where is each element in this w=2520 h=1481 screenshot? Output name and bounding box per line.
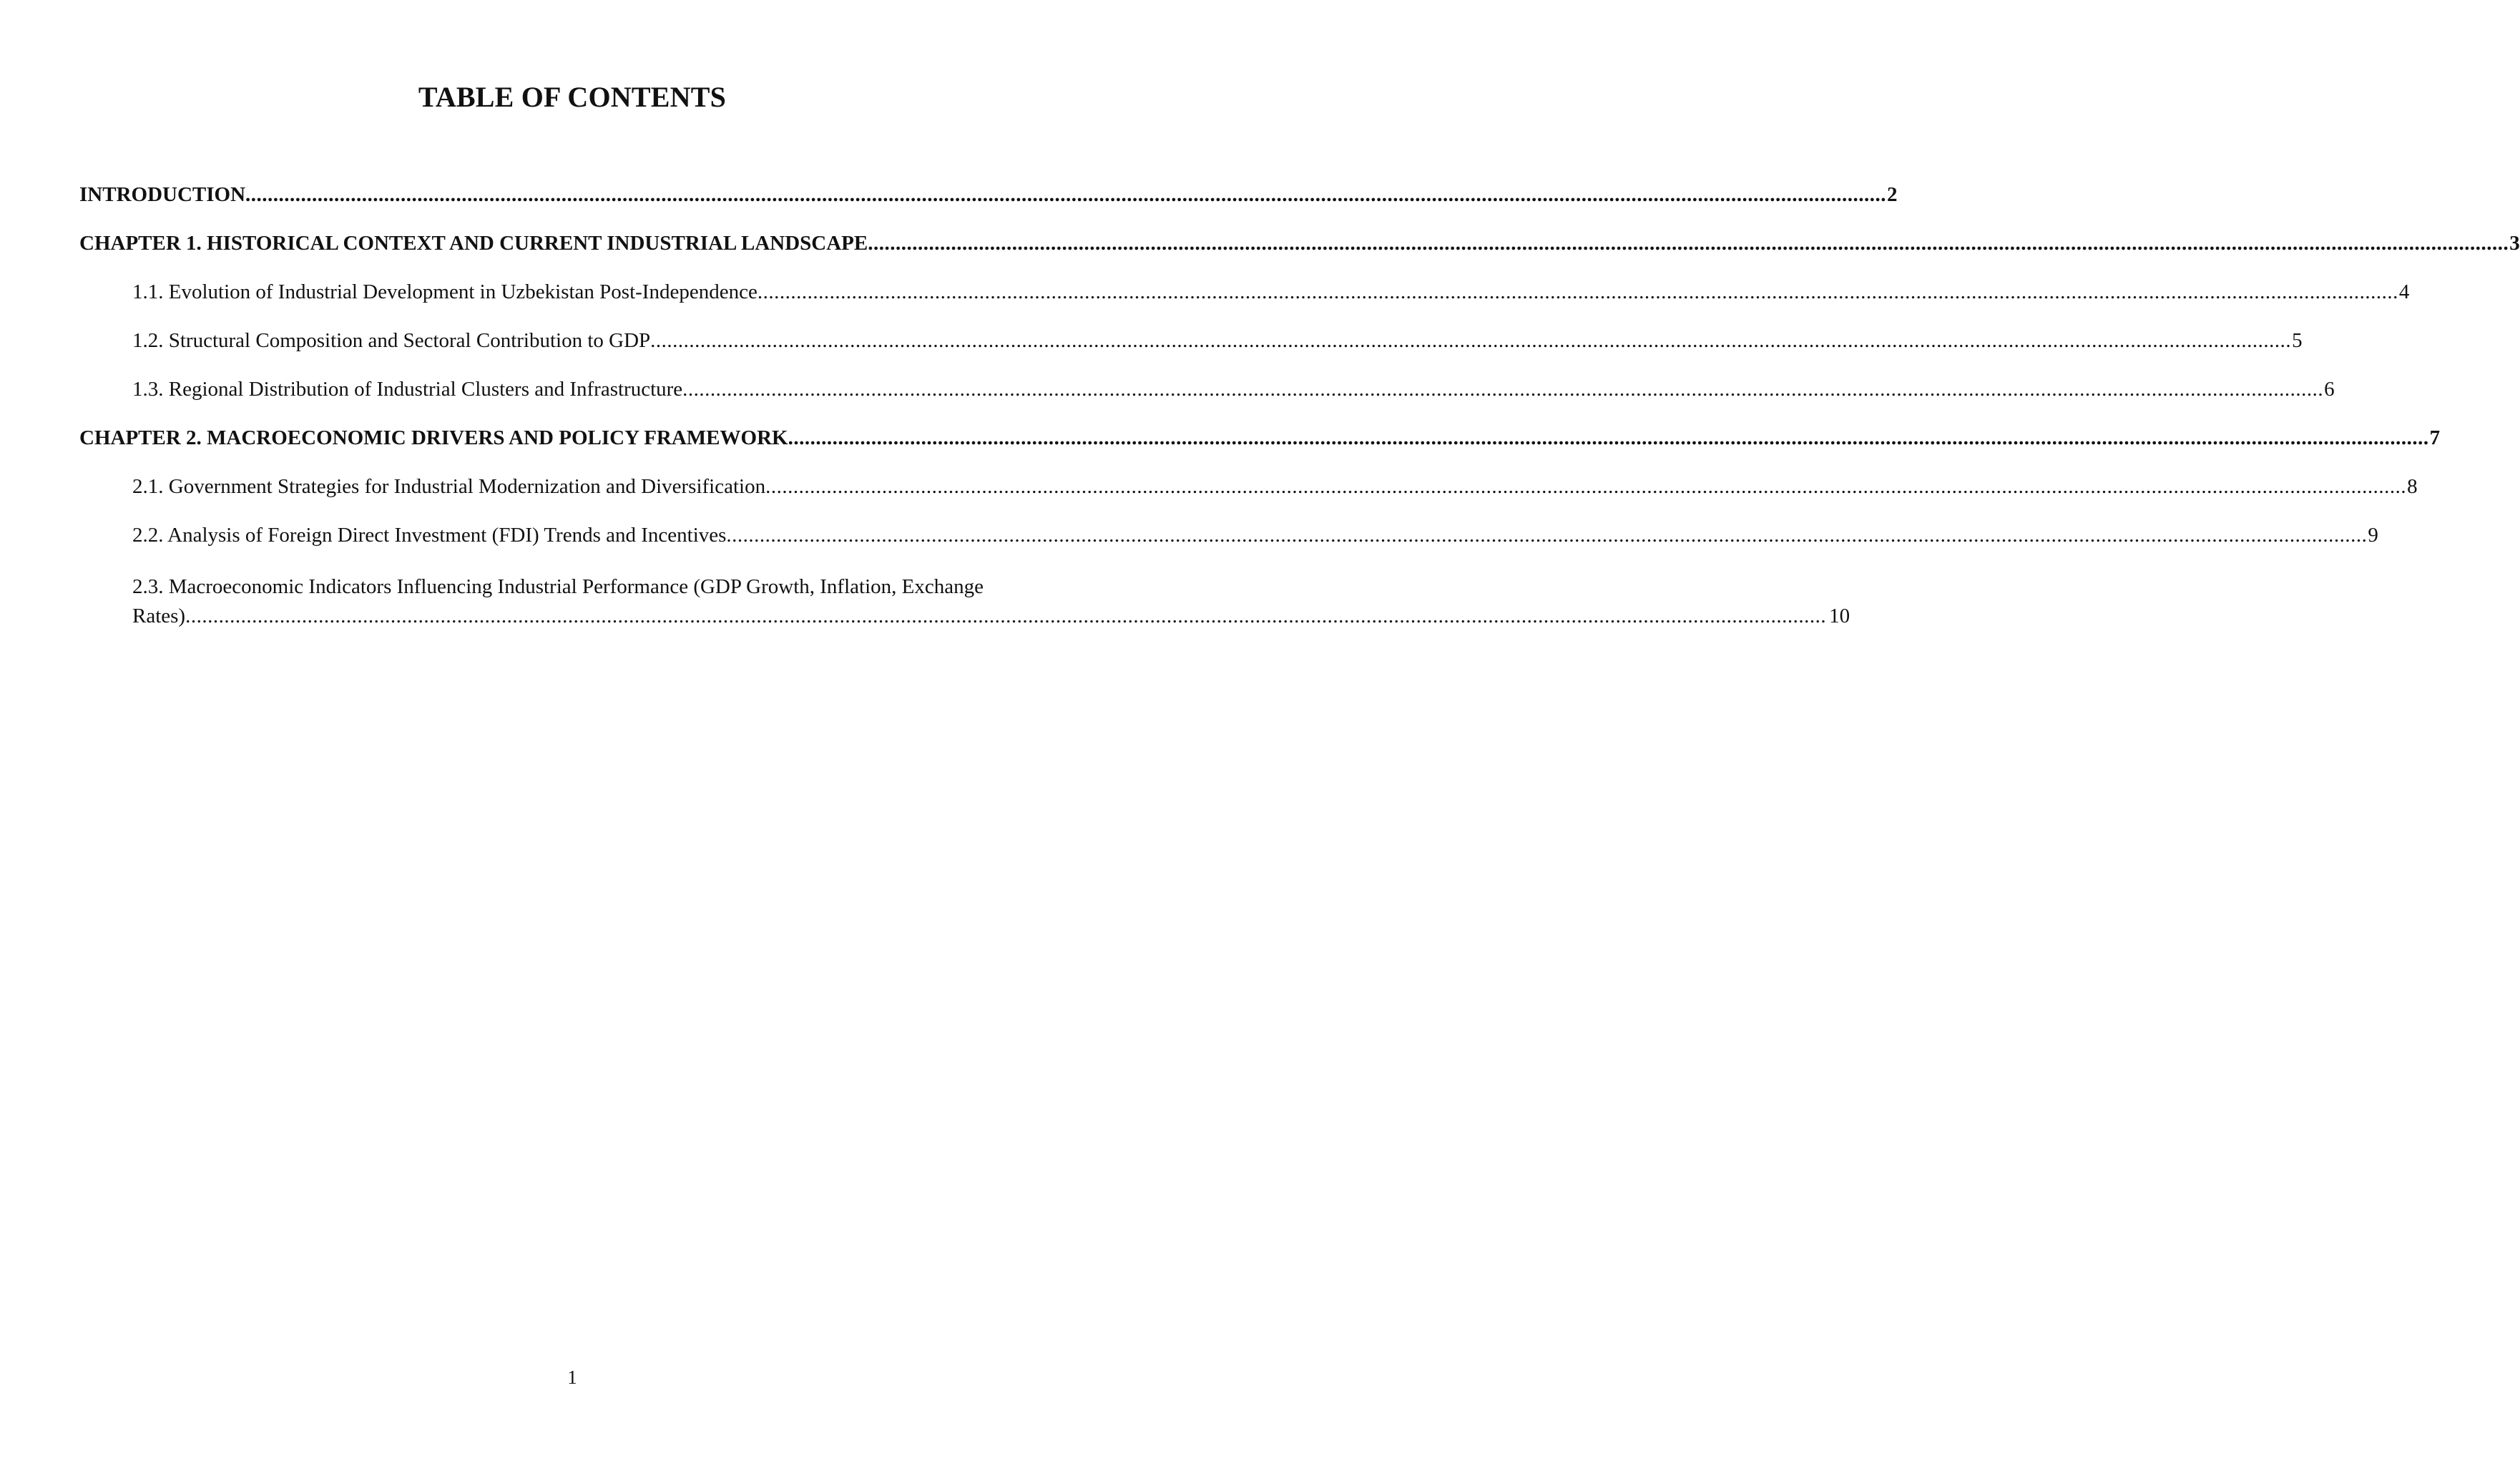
page-title: TABLE OF CONTENTS [418, 81, 727, 113]
toc-entry-page: 2 [1887, 183, 1898, 206]
dot-leader [765, 475, 2406, 499]
dot-leader [758, 280, 2398, 304]
dot-leader [788, 426, 2429, 450]
toc-entry-page: 8 [2407, 475, 2418, 498]
toc-entry-page: 6 [2324, 378, 2335, 401]
toc-entry-page: 4 [2398, 280, 2410, 303]
toc-entry-label: INTRODUCTION [79, 183, 246, 206]
toc-entry-label: CHAPTER 2. MACROECONOMIC DRIVERS AND POLICY FRAMEWORK [79, 426, 788, 449]
toc-entry-section-2-2[interactable] [132, 524, 2378, 572]
toc-entry-section-2-1[interactable] [132, 475, 2418, 524]
toc-entry-chapter-1[interactable] [79, 232, 2520, 280]
toc-entry-page: 9 [2368, 524, 2378, 547]
toc-entry-section-1-1[interactable] [132, 280, 2410, 329]
toc-entry-page: 7 [2429, 426, 2441, 449]
toc-entry-introduction[interactable] [79, 183, 1898, 232]
dot-leader [185, 602, 1826, 631]
toc-entry-chapter-2[interactable] [79, 426, 2441, 475]
toc-entry-page: 3 [2509, 232, 2520, 255]
toc-entry-section-1-2[interactable] [132, 329, 2303, 378]
toc-entry-page: 10 [1829, 605, 1850, 627]
toc-entry-page: 5 [2292, 329, 2303, 352]
toc-entry-label-line-2: Rates) [132, 605, 186, 627]
toc-entry-label: CHAPTER 1. HISTORICAL CONTEXT AND CURRENT INDUSTRIAL LANDSCAPE [79, 232, 868, 255]
page-number: 1 [567, 1367, 577, 1388]
dot-leader [245, 183, 1886, 207]
toc-entry-label: 1.3. Regional Distribution of Industrial Clusters and Infrastructure [132, 378, 683, 401]
dot-leader [682, 378, 2323, 401]
dot-leader [726, 524, 2367, 547]
dot-leader [868, 232, 2509, 255]
toc-entry-label-line-1: 2.3. Macroeconomic Indicators Influencing Industrial Performance (GDP Growth, Inflation, Exchange [132, 575, 984, 598]
toc-entry-line-2 [132, 602, 1850, 631]
toc-entry-section-2-3[interactable] [132, 572, 1850, 631]
toc-entry-label: 2.1. Government Strategies for Industrial Modernization and Diversification [132, 475, 766, 498]
toc-entry-section-1-3[interactable] [132, 378, 2335, 426]
toc-entry-label: 1.1. Evolution of Industrial Development in Uzbekistan Post-Independence [132, 280, 758, 303]
dot-leader [650, 329, 2291, 353]
toc-entry-label: 1.2. Structural Composition and Sectoral Contribution to GDP [132, 329, 651, 352]
toc-entry-label: 2.2. Analysis of Foreign Direct Investment (FDI) Trends and Incentives [132, 524, 727, 547]
table-of-contents [79, 183, 2520, 631]
